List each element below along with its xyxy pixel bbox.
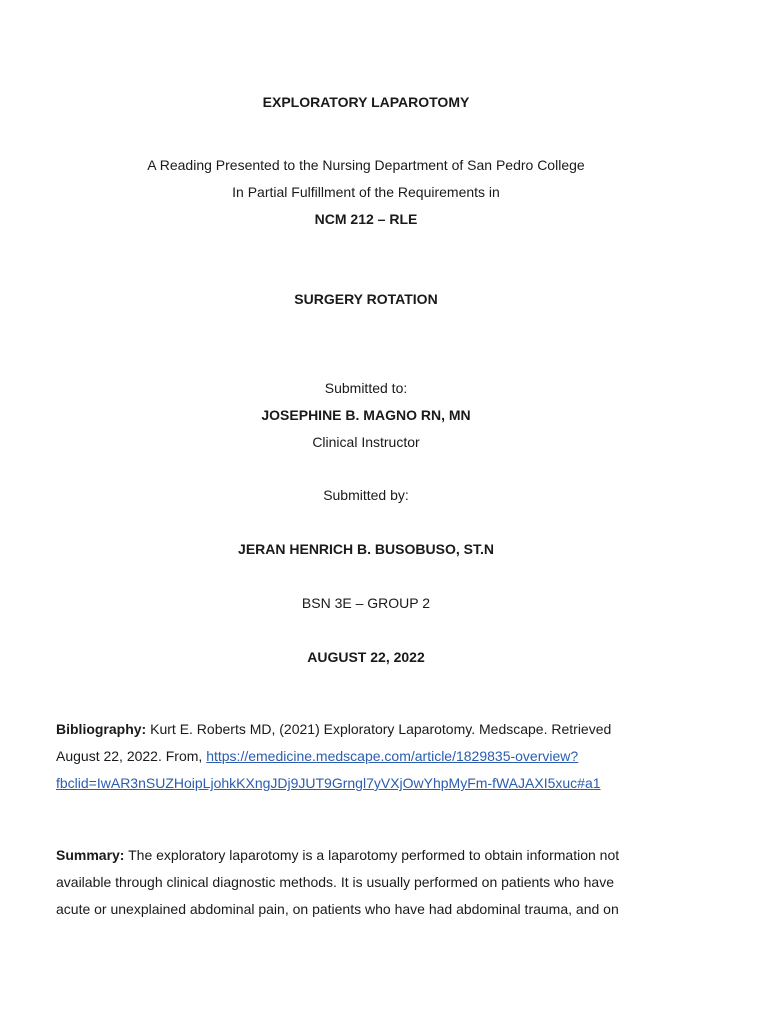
summary-line1: The exploratory laparotomy is a laparotomy performed to obtain information not (124, 847, 620, 863)
summary-line3: acute or unexplained abdominal pain, on patients who have had abdominal trauma, and on (56, 901, 619, 917)
document-title: EXPLORATORY LAPAROTOMY (262, 94, 470, 110)
rotation-title: SURGERY ROTATION (294, 291, 438, 307)
bibliography-link-part2[interactable]: fbclid=IwAR3nSUZHoipLjohkKXngJDj9JUT9Grngl7yVXjOwYhpMyFm-fWAJAXI5xuc#a1 (56, 775, 601, 791)
submitted-to-label: Submitted to: (324, 380, 408, 396)
instructor-role: Clinical Instructor (312, 434, 420, 450)
reading-line: A Reading Presented to the Nursing Department of San Pedro College (147, 157, 585, 173)
fulfillment-line: In Partial Fulfillment of the Requirements in (232, 184, 500, 200)
student-name: JERAN HENRICH B. BUSOBUSO, ST.N (238, 541, 494, 557)
bibliography-label: Bibliography: (56, 721, 147, 737)
submitted-by-label: Submitted by: (323, 487, 409, 503)
submission-date: AUGUST 22, 2022 (307, 649, 425, 665)
summary-label: Summary: (56, 847, 125, 863)
summary-paragraph (56, 842, 696, 923)
instructor-name: JOSEPHINE B. MAGNO RN, MN (261, 407, 471, 423)
section-group: BSN 3E – GROUP 2 (301, 595, 431, 611)
summary-line2: available through clinical diagnostic methods. It is usually performed on patients who have (56, 874, 614, 890)
bibliography-paragraph (56, 716, 696, 797)
bibliography-text-line2: August 22, 2022. From, (56, 748, 207, 764)
bibliography-link-part1[interactable]: https://emedicine.medscape.com/article/1829835-overview? (206, 748, 579, 764)
course-code: NCM 212 – RLE (314, 211, 418, 227)
bibliography-text-line1: Kurt E. Roberts MD, (2021) Exploratory Laparotomy. Medscape. Retrieved (146, 721, 612, 737)
